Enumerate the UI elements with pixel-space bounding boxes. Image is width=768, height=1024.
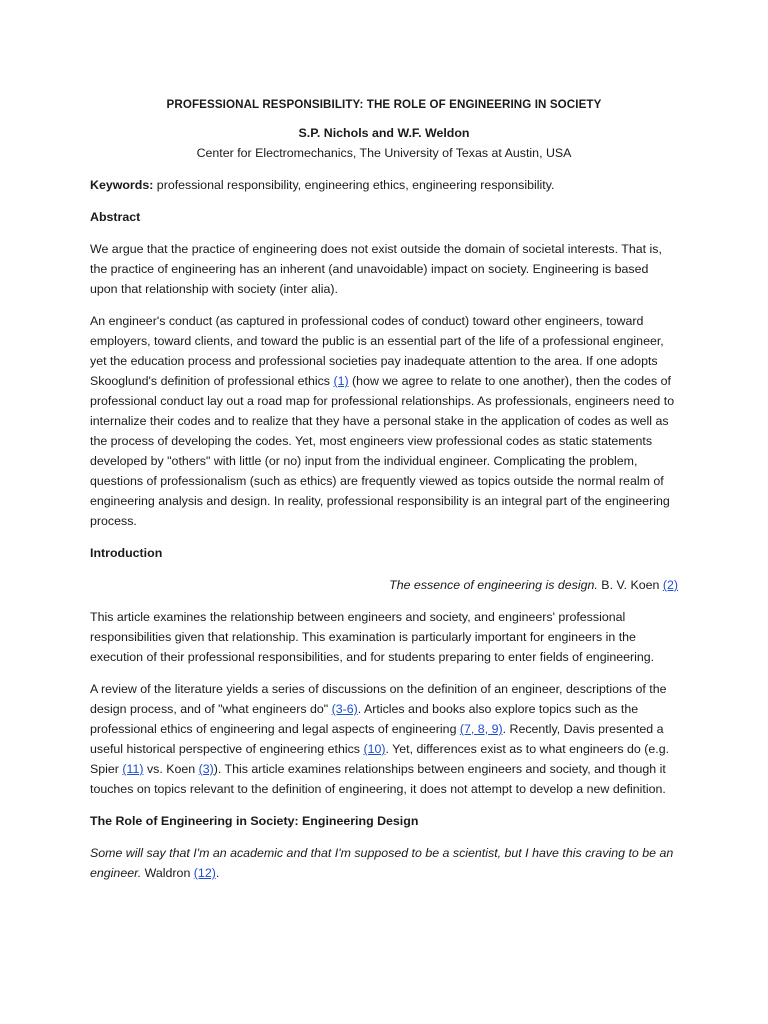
reference-link-12[interactable]: (12) — [193, 866, 216, 880]
intro-p2-text-d: . Yet, differences exist as to what engineers do (e.g. Spier — [90, 742, 670, 776]
role-quote: Some will say that I'm an academic and that I'm supposed to be a scientist, but I have this craving to be an engineer. — [90, 846, 674, 880]
reference-link-3-6[interactable]: (3-6) — [331, 702, 358, 716]
introduction-epigraph — [90, 575, 678, 595]
intro-p2-text-c: . Recently, Davis presented a useful historical perspective of engineering ethics — [90, 722, 664, 756]
paper-title: PROFESSIONAL RESPONSIBILITY: THE ROLE OF ENGINEERING IN SOCIETY — [166, 98, 602, 111]
reference-link-7-8-9[interactable]: (7, 8, 9) — [459, 722, 503, 736]
epigraph-quote: The essence of engineering is design. — [389, 578, 598, 592]
role-heading: The Role of Engineering in Society: Engineering Design — [90, 814, 419, 828]
role-epigraph — [90, 843, 678, 883]
keywords-label: Keywords: — [90, 178, 154, 192]
abstract-p2-text-a: An engineer's conduct (as captured in professional codes of conduct) toward other engineers, toward employers, toward clients, and toward the public is an essential part of the life of a professional engineer, yet the education process and professional societies pay inadequate attention to the area. If one adopts Skooglund's definition of professional ethics — [90, 314, 664, 388]
abstract-heading: Abstract — [90, 210, 141, 224]
paper-authors: S.P. Nichols and W.F. Weldon — [298, 126, 470, 140]
reference-link-1[interactable]: (1) — [333, 374, 349, 388]
abstract-p2-text-b: (how we agree to relate to one another), then the codes of professional conduct lay out a road map for professional relationships. As professionals, engineers need to internalize their codes and to realize that they have a personal stake in the application of codes as well as the process of developing the codes. Yet, most engineers view professional codes as static statements developed by "others" with little (or no) input from the individual engineer. Complicating the problem, questions of professionalism (such as ethics) are frequently viewed as topics outside the normal realm of engineering analysis and design. In reality, professional responsibility is an integral part of the engineering process. — [90, 374, 675, 528]
reference-link-10[interactable]: (10) — [363, 742, 386, 756]
reference-link-2[interactable]: (2) — [662, 578, 678, 592]
keywords-line — [90, 175, 678, 195]
keywords-text: professional responsibility, engineering ethics, engineering responsibility. — [153, 178, 555, 192]
epigraph-author: B. V. Koen — [597, 578, 663, 592]
reference-link-11[interactable]: (11) — [122, 762, 144, 776]
introduction-paragraph-2 — [90, 679, 678, 799]
intro-p2-text-b: . Articles and books also explore topics such as the professional ethics of engineering and legal aspects of engineering — [90, 702, 639, 736]
intro-p2-text-f: ). This article examines relationships between engineers and society, and though it touches on topics relevant to the definition of engineering, it does not attempt to develop a new definition. — [90, 762, 666, 796]
introduction-paragraph-1: This article examines the relationship between engineers and society, and engineers' professional responsibilities given that relationship. This examination is particularly important for engineers in the execution of their professional responsibilities, and for students preparing to enter fields of engineering. — [90, 610, 655, 664]
role-author: Waldron — [141, 866, 194, 880]
introduction-heading: Introduction — [90, 546, 163, 560]
role-end: . — [215, 866, 220, 880]
intro-p2-text-e: vs. Koen — [143, 762, 199, 776]
reference-link-3[interactable]: (3) — [198, 762, 214, 776]
abstract-paragraph-1: We argue that the practice of engineering does not exist outside the domain of societal interests. That is, the practice of engineering has an inherent (and unavoidable) impact on society. Engineering is based upon that relationship with society (inter alia). — [90, 242, 662, 296]
abstract-paragraph-2 — [90, 311, 678, 531]
paper-affiliation: Center for Electromechanics, The University of Texas at Austin, USA — [196, 146, 572, 160]
intro-p2-text-a: A review of the literature yields a series of discussions on the definition of an engineer, descriptions of the design process, and of "what engineers do" — [90, 682, 667, 716]
